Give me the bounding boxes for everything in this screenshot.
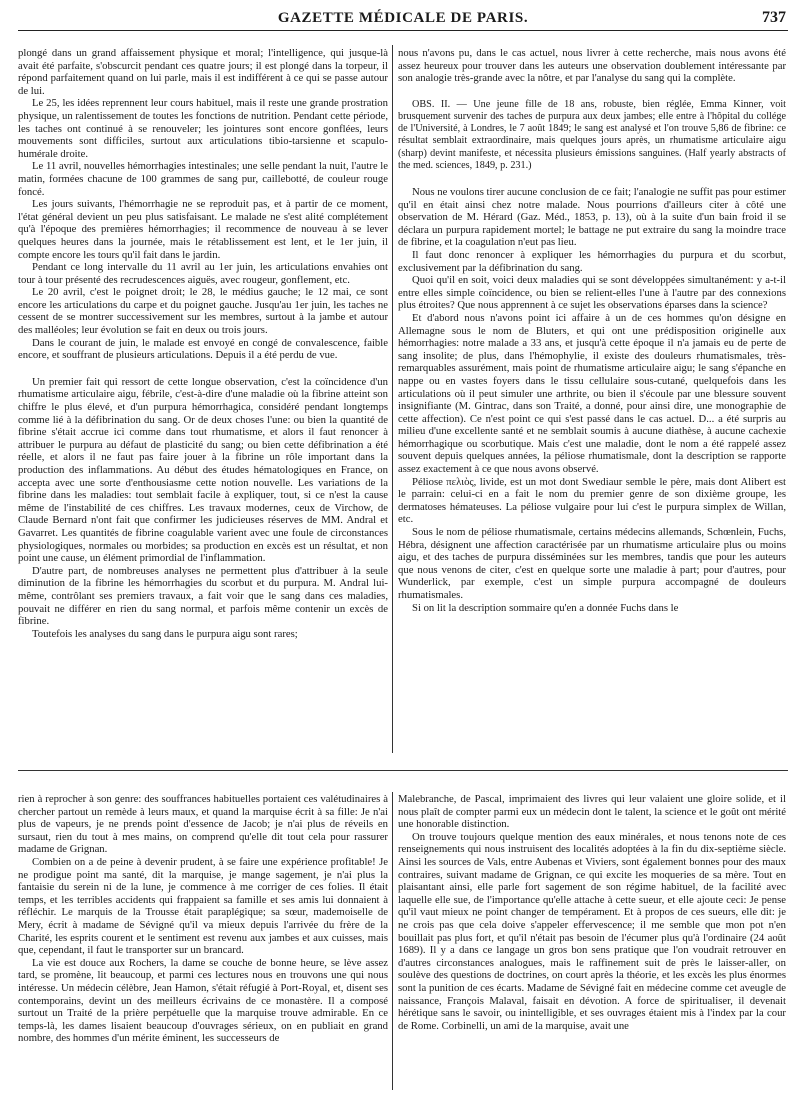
paragraph: Sous le nom de péliose rhumatismale, certains médecins allemands, Schœnlein, Fuchs, Hébra, désignent une affection caractérisée par un rhumatisme articulaire plus ou moins aigu, et des taches de purpura disséminées sur les membres, tandis que pour les auteurs que nous venons de citer, c'est en quelque sorte une maladie à part; pour d'autres, pour Wunderlick, par exemple, c'est un simple purpura accompagné de douleurs rhumatismales.	[398, 526, 786, 601]
observation-paragraph: OBS. II. — Une jeune fille de 18 ans, robuste, bien réglée, Emma Kinner, voit brusquement survenir des taches de purpura aux deux jambes; elle entre à l'hôpital du collége de l'Université, à Londres, le 7 août 1849; le sang est analysé et l'on trouve 5,86 de fibrine: ce résultat semblait extraordinaire, mais quelques jours après, un rhumatisme articulaire aigu (sharp) devint manifeste, et nécessita plusieurs émissions sanguines. (Half yearly abstracts of the med. sciences, 1849, p. 231.)	[398, 98, 786, 171]
paragraph: Toutefois les analyses du sang dans le purpura aigu sont rares;	[32, 627, 298, 640]
paragraph: Le 25, les idées reprennent leur cours habituel, mais il reste une grande prostration physique, un ralentissement de toutes les fonctions de nutrition. Pendant cette période, les taches ont continué à se renouveler; les jointures sont encore gonflées, leurs mouvements sont difficiles, surtout aux articulations tibio-tarsienne et scapulo-humérale droite.	[18, 97, 388, 160]
paragraph: Si on lit la description sommaire qu'en a donnée Fuchs dans le	[412, 601, 679, 614]
paragraph: On trouve toujours quelque mention des eaux minérales, et nous tenons note de ces renseignements qui nous instruisent des localités adoptées à la fin du dix-septième siècle. Ainsi les sources de Vals, entre Aubenas et Viviers, sont également bonnes pour des maux contraires, suivant madame de Grignan, ce qui excite les moqueries de sa mère. Tout en plaisantant ainsi, elle parle fort sagement de son régime habituel, de la facilité avec laquelle elle sue, de l'importance qu'elle attache à cette sueur, et elle ajoute ceci: Je pense qu'il vaut mieux ne point changer de tempérament. Et à propos de ces sueurs, elle dit: je ne crois pas que cela doive s'appeler effervescence; il me semble que mon pot n'en bouillait pas plus fort, et qu'il n'était pas besoin de l'écumer plus qu'à l'ordinaire (24 août 1689). Il y a dans ce langage un gros bon sens pratique que l'on voudrait retrouver en d'autres circonstances analogues, mais le raffinement suit de près le laisser-aller, on soulève des questions de doctrines, on court après la théorie, et les excès les plus énormes sont la punition de ces écarts. Madame de Sévigné fait en médecine comme cet aveugle de naissance, François Malaval, faisait en dévotion. A force de spiritualiser, il devenait hérétique sans le savoir, ou inintelligible, et ses ouvrages étaient mis à l'index par la cour de Rome. Corbinelli, un ami de la marquise, avait une	[398, 830, 786, 1032]
paragraph: Le 11 avril, nouvelles hémorrhagies intestinales; une selle pendant la nuit, l'autre le matin, formées chacune de 100 grammes de sang pur, caillebotté, de couleur rouge foncé.	[18, 160, 388, 198]
paragraph: Le 20 avril, c'est le poignet droit; le 28, le médius gauche; le 12 mai, ce sont encore les articulations du carpe et du poignet gauche. Jusqu'au 1er juin, les taches ne cessent de se montrer successivement sur les membres, surtout à la jambe et autour des malléoles; leur évolution se fait en deux ou trois jours.	[18, 286, 388, 337]
paragraph: Dans le courant de juin, le malade est envoyé en congé de convalescence, faible encore, et souffrant de plusieurs articulations. Depuis il a été perdu de vue.	[18, 336, 388, 362]
paragraph: plongé dans un grand affaissement physique et moral; l'intelligence, qui jusque-là avait été parfaite, s'obscurcit pendant ces quatre jours; il est plongé dans la torpeur, il répond parfaitement quand on lui parle, mais il est indifférent à ce qui se passe autour de lui.	[18, 47, 388, 97]
paragraph: Un premier fait qui ressort de cette longue observation, c'est la coïncidence d'un rhumatisme articulaire aigu, fébrile, c'est-à-dire d'une maladie où la fibrine atteint son chiffre le plus élevé, et d'un purpura hémorrhagica, considéré pendant longtemps comme lié à la défibrination du sang. Or de deux choses l'une: ou bien la quantité de fibrine s'était accrue ici comme dans tout rhumatisme, et alors il faut renoncer à attribuer le purpura au défaut de plasticité du sang; ou bien cette défibrination a été réelle, et alors il ne faut pas faire jouer à la fibrine un rôle important dans la production des inflammations. Au début des études hématologiques en France, on accepta avec une sorte d'enthousiasme cette notion nouvelle. Les variations de la fibrine dans les maladies: tout semblait facile à expliquer, tout, si ce n'est la cause même de l'instabilité de ces chiffres. Les travaux modernes, ceux de Virchow, de Claude Bernard n'ont fait que confirmer les judicieuses réserves de MM. Andral et Gavarret. Les quantités de fibrine coagulable varient avec une foule de circonstances physiologiques, normales ou morbides; sa production en excès est un résultat, et non point une cause, un élément primordial de l'inflammation.	[18, 375, 388, 565]
page-header	[18, 8, 788, 31]
upper-right-column	[398, 47, 786, 751]
paragraph: rien à reprocher à son genre: des souffrances habituelles portaient ces valétudinaires à chercher partout un remède à leurs maux, et quand la marquise écrit à sa fille: Je n'ai plus de vapeurs, je ne prends point d'essence de Jacob; je n'ai plus de réveils en sursaut, rien du tout à mes mains, on comprend qu'elle dit tout cela pour rassurer madame de Grignan.	[18, 793, 388, 856]
section-divider	[18, 770, 788, 771]
paragraph: Les jours suivants, l'hémorrhagie ne se reproduit pas, et à partir de ce moment, l'état général devient un peu plus satisfaisant. Le malade ne s'est alité complétement qu'à l'époque des premières hémorrhagies; il recommence de nouveau à se lever quelques heures dans la journée, mais le rétablissement est lent, et le 1er juin, il compte encore les tours qu'il fait dans le jardin.	[18, 198, 388, 261]
paragraph: Il faut donc renoncer à expliquer les hémorrhagies du purpura et du scorbut, exclusivement par la défibrination du sang.	[398, 248, 786, 274]
lower-right-column	[398, 793, 786, 1088]
paragraph: Malebranche, de Pascal, imprimaient des livres qui leur valaient une gloire solide, et il nous plaît de compter parmi eux un médecin dont le talent, la science et le goût ont mérité une honorable distinction.	[398, 793, 786, 831]
upper-left-column	[18, 47, 388, 751]
column-divider	[392, 45, 393, 753]
paragraph: La vie est douce aux Rochers, la dame se couche de bonne heure, se lève assez tard, se promène, lit beaucoup, et parmi ces lectures nous en trouvons une qui nous intéresse. Un médecin célèbre, Jean Hamon, s'était réfugié à Port-Royal, et, disent ses contemporains, devint un des meilleurs écrivains de ce monastère. Il a composé surtout un Traité de la prière perpétuelle que la marquise trouve admirable. En ce temps-là, les dames lisaient beaucoup d'ouvrages sérieux, on en publiait en grand nombre, des hommes d'un mérite éminent, les successeurs de	[18, 956, 388, 1045]
paragraph: Et d'abord nous n'avons point ici affaire à un de ces hommes qu'on désigne en Allemagne sous le nom de Bluters, et qui ont une prédisposition originelle aux hémorrhagies: notre malade a 33 ans, et jusqu'à cette époque il n'a jamais eu de perte de sang insolite; de plus, dans l'hémophylie, il existe des douleurs rhumatismales, très-remarquables assurément, mais point de rhumatisme articulaire aigu; le sang s'épanche en nappe ou en vastes foyers dans le tissu cellulaire sous-cutané, quelquefois dans les articulations où il peut simuler une arthrite, ou bien il s'écoule par une blessure souvent insignifiante (M. Gintrac, dans son Traité, a donné, pour ainsi dire, une monographie de cette affection). Ce n'est point ce qui s'est passé dans le cas actuel. D... a été surpris au milieu d'une excellente santé et ne semblait soumis à aucune diathèse, à aucune cachexie hémorrhagique ou scorbutique. Mais c'est une maladie, dont le nom a été rappelé assez souvent depuis quelques années, la péliose rhumatismale, dont la description se rapporte assez exactement à ce que nous avons observé.	[398, 311, 786, 476]
page-number: 737	[762, 9, 786, 26]
paragraph: nous n'avons pu, dans le cas actuel, nous livrer à cette recherche, mais nous avons été assez heureux pour trouver dans les auteurs une observation doublement intéressante par son analogie très-grande avec la nôtre, et par l'analyse du sang qui la complète.	[398, 47, 786, 85]
paragraph: Combien on a de peine à devenir prudent, à se faire une expérience profitable! Je ne prodigue point ma santé, dit la marquise, je mange sagement, je n'ai plus la fantaisie du serein ni de la lune, je commence à me corriger de ces folies. Il était temps, et les terribles accidents qui frappaient sa famille et ses amis lui donnaient à réfléchir. Le marquis de la Trousse était paraplégique; sa sœur, mademoiselle de Mery, écrit à madame de Sévigné qu'il va mieux depuis l'arrivée du frère de la Charité, les esprits courent et le sentiment est revenu aux jambes et aux cuisses, mais que, cependant, il faut le transporter sur un brancard.	[18, 855, 388, 957]
paragraph: D'autre part, de nombreuses analyses ne permettent plus d'attribuer à la seule diminution de la fibrine les hémorrhagies du scorbut et du purpura. M. Andral lui-même, contrôlant ses premiers travaux, a fait voir que le sang dans ces maladies, pouvait ne différer en rien du sang normal, et parfois même contenir un excès de fibrine.	[18, 564, 388, 628]
column-divider	[392, 792, 393, 1090]
lower-left-column	[18, 793, 388, 1088]
paragraph: Péliose πελιὸς, livide, est un mot dont Swediaur semble le père, mais dont Alibert est le parrain: celui-ci en a fait le nom du premier genre de son dixième groupe, les dermatoses hémateuses. La péliose vulgaire pour lui c'est le purpura simplex de Willan, etc.	[398, 475, 786, 526]
paragraph: Nous ne voulons tirer aucune conclusion de ce fait; l'analogie ne suffit pas pour estimer qu'il en était ainsi chez notre malade. Nous pourrions d'ailleurs citer à côté une observation de M. Hérard (Gaz. Méd., 1853, p. 13), où à la suite d'un bain froid il se déclara un purpura rapidement mortel; le battage ne put extraire du sang la moindre trace de fibrine, et la coagulation n'eut pas lieu.	[398, 186, 786, 249]
paragraph: Pendant ce long intervalle du 11 avril au 1er juin, les articulations envahies ont tour à tour présenté des recrudescences aiguës, avec rougeur, gonflement, etc.	[18, 261, 388, 286]
journal-title: GAZETTE MÉDICALE DE PARIS.	[277, 10, 529, 26]
paragraph: Quoi qu'il en soit, voici deux maladies qui se sont développées simultanément: y a-t-il entre elles simple coïncidence, ou bien se relient-elles l'une à l'autre par des connexions plus étroites? Que nous apprennent à ce sujet les observations éparses dans la science?	[398, 274, 786, 312]
